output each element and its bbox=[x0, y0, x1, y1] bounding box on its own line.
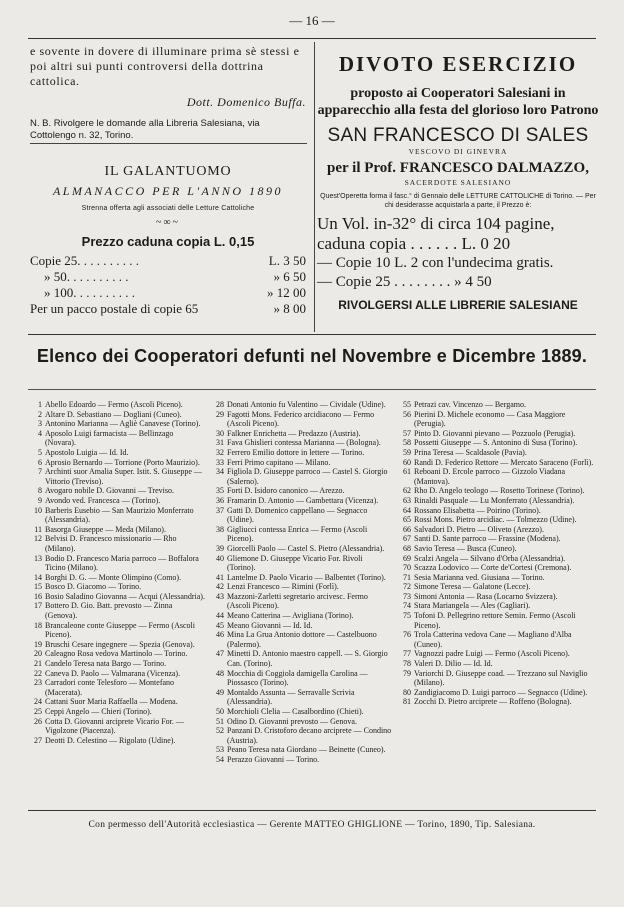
entry-text: Tofoni D. Pellegrino rettore Semin. Fermo (Ascoli Piceno). bbox=[414, 611, 576, 630]
obituary-entry bbox=[397, 486, 595, 496]
entry-text: Gatti D. Domenico cappellano — Segnacco (Udine). bbox=[227, 505, 368, 525]
entry-text: Lenzi Francesco — Rimini (Forlì). bbox=[227, 582, 339, 592]
entry-number: 3 bbox=[38, 419, 42, 429]
entry-number: 36 bbox=[216, 495, 224, 505]
entry-number: 9 bbox=[38, 495, 42, 505]
entry-text: Simone Teresa — Galatone (Lecce). bbox=[414, 582, 531, 592]
obituary-entry bbox=[210, 438, 392, 448]
entry-text: Sesia Marianna ved. Giusiana — Torino. bbox=[414, 572, 545, 582]
obituary-entry bbox=[397, 400, 595, 410]
entry-text: Bruschi Cesare ingegnere — Spezia (Genova). bbox=[45, 639, 195, 649]
divoto-note: Quest'Operetta forma il fasc.° di Gennaio delle LETTURE CATTOLICHE di Torino. — Per chi desiderasse acquistarla a parte, il Prezzo è: bbox=[320, 193, 596, 209]
entry-number: 47 bbox=[216, 649, 224, 659]
entry-text: Altare D. Sebastiano — Dogliani (Cuneo). bbox=[45, 409, 182, 419]
obituary-entry bbox=[397, 534, 595, 544]
entry-number: 44 bbox=[216, 611, 224, 621]
entry-text: Borghi D. G. — Monte Olimpino (Como). bbox=[45, 572, 182, 582]
obituary-entry bbox=[210, 429, 392, 439]
entry-text: Figliola D. Giuseppe parroco — Castel S. Giorgio (Salerno). bbox=[227, 467, 388, 486]
obituary-column-1 bbox=[28, 400, 205, 745]
obituary-entry bbox=[28, 448, 205, 458]
entry-text: Prina Teresa — Scaldasole (Pavia). bbox=[414, 447, 527, 457]
saint-role: VESCOVO DI GINEVRA bbox=[408, 147, 508, 156]
entry-number: 57 bbox=[403, 428, 411, 438]
obituary-entry bbox=[397, 688, 595, 698]
order-note: N. B. Rivolgere le domande alla Libreria Salesiana, via Cottolengo n. 32, Torino. bbox=[30, 118, 260, 141]
obituary-entry bbox=[397, 438, 595, 448]
price-row bbox=[30, 285, 306, 301]
list-title: Elenco dei Cooperatori defunti nel Novembre e Dicembre 1889. bbox=[36, 346, 588, 366]
entry-text: Rossano Elisabetta — Poirino (Torino). bbox=[414, 505, 541, 515]
entry-number: 22 bbox=[34, 668, 42, 678]
entry-number: 38 bbox=[216, 524, 224, 534]
obituary-entry bbox=[210, 592, 392, 611]
entry-text: Mocchia di Coggiola damigella Carolina — Piossasco (Torino). bbox=[227, 668, 368, 688]
obituary-entry bbox=[28, 419, 205, 429]
obituary-entry bbox=[28, 678, 205, 697]
entry-text: Giorcelli Paolo — Castel S. Pietro (Alessandria). bbox=[227, 543, 385, 553]
entry-number: 41 bbox=[216, 572, 224, 582]
obituary-entry bbox=[397, 554, 595, 564]
obituary-entry bbox=[397, 515, 595, 525]
obituary-entry bbox=[210, 707, 392, 717]
obituary-entry bbox=[210, 486, 392, 496]
obituary-entry bbox=[397, 592, 595, 602]
entry-number: 24 bbox=[34, 697, 42, 707]
obituary-entry bbox=[397, 630, 595, 649]
entry-number: 7 bbox=[38, 467, 42, 477]
entry-text: Savio Teresa — Busca (Cuneo). bbox=[414, 543, 517, 553]
entry-text: Bottero D. Gio. Batt. prevosto — Zinna (Genova). bbox=[45, 601, 173, 621]
obituary-entry bbox=[210, 506, 392, 525]
divoto-price-line: — Copie 10 L. 2 con l'undecima gratis. bbox=[317, 255, 554, 271]
entry-text: Minetti D. Antonio maestro cappell. — S. Giorgio Can. (Torino). bbox=[227, 649, 388, 669]
entry-number: 49 bbox=[216, 687, 224, 697]
entry-text: Mazzoni-Zarletti segretario arcivesc. Fermo (Ascoli Piceno). bbox=[227, 591, 368, 611]
entry-text: Aprosio Bernardo — Torrione (Porto Maurizio). bbox=[45, 457, 200, 467]
entry-text: Candelo Teresa nata Bargo — Torino. bbox=[45, 659, 167, 669]
entry-text: Mina La Grua Antonio dottore — Castelbuono (Palermo). bbox=[227, 630, 377, 649]
obituary-entry bbox=[28, 486, 205, 496]
obituary-entry bbox=[210, 467, 392, 486]
divoto-subtitle: proposto ai Cooperatori Salesiani in apparecchio alla festa del glorioso loro Patrono bbox=[317, 86, 599, 118]
obituary-column-3 bbox=[397, 400, 595, 707]
entry-number: 52 bbox=[216, 726, 224, 736]
obituary-entry bbox=[397, 544, 595, 554]
entry-text: Falkner Enrichetta — Predazzo (Austria). bbox=[227, 428, 361, 438]
obituary-entry bbox=[397, 458, 595, 468]
entry-text: Scalzi Angela — Silvano d'Orba (Alessandria). bbox=[414, 553, 566, 563]
obituary-entry bbox=[210, 669, 392, 688]
entry-text: Gigliucci contessa Enrica — Fermo (Ascoli Piceno). bbox=[227, 524, 368, 544]
author-name: per il Prof. FRANCESCO DALMAZZO, bbox=[327, 160, 589, 176]
obituary-entry bbox=[397, 525, 595, 535]
entry-number: 29 bbox=[216, 409, 224, 419]
divoto-footer: RIVOLGERSI ALLE LIBRERIE SALESIANE bbox=[338, 298, 578, 312]
entry-text: Variorchi D. Giuseppe coad. — Trezzano sul Naviglio (Milano). bbox=[414, 668, 588, 688]
entry-text: Belvisi D. Francesco missionario — Rho (Milano). bbox=[45, 534, 177, 553]
price-value: L. 3 50 bbox=[268, 253, 306, 268]
entry-text: Santi D. Sante parroco — Frassine (Modena). bbox=[414, 534, 561, 544]
obituary-entry bbox=[397, 697, 595, 707]
obituary-entry bbox=[28, 554, 205, 573]
entry-text: Antonino Marianna — Agliè Canavese (Torino). bbox=[45, 419, 201, 429]
obituary-entry bbox=[28, 601, 205, 620]
obituary-entry bbox=[28, 640, 205, 650]
obituary-entry bbox=[28, 458, 205, 468]
entry-number: 59 bbox=[403, 447, 411, 457]
entry-number: 33 bbox=[216, 457, 224, 467]
entry-text: Lantelme D. Paolo Vicario — Balbentet (Torino). bbox=[227, 572, 386, 582]
obituary-entry bbox=[397, 429, 595, 439]
entry-number: 31 bbox=[216, 438, 224, 448]
entry-number: 75 bbox=[403, 611, 411, 621]
price-label: » 100. . . . . . . . . . bbox=[44, 285, 135, 300]
entry-number: 23 bbox=[34, 678, 42, 688]
entry-number: 39 bbox=[216, 543, 224, 553]
entry-text: Avogaro nobile D. Giovanni — Treviso. bbox=[45, 486, 174, 496]
entry-number: 70 bbox=[403, 563, 411, 573]
entry-number: 30 bbox=[216, 428, 224, 438]
entry-number: 67 bbox=[403, 534, 411, 544]
saint-name: SAN FRANCESCO DI SALES bbox=[327, 125, 589, 146]
entry-number: 74 bbox=[403, 601, 411, 611]
galantuomo-subtitle: ALMANACCO PER L'ANNO 1890 bbox=[52, 184, 284, 198]
obituary-entry bbox=[28, 410, 205, 420]
entry-text: Zandigiacomo D. Luigi parroco — Segnacco (Udine). bbox=[414, 687, 588, 697]
entry-text: Donati Antonio fu Valentino — Cividale (Udine). bbox=[227, 400, 386, 409]
entry-number: 21 bbox=[34, 659, 42, 669]
entry-text: Basorga Giuseppe — Meda (Milano). bbox=[45, 524, 166, 534]
entry-number: 16 bbox=[34, 591, 42, 601]
entry-text: Possetti Giuseppe — S. Antonino di Susa (Torino). bbox=[414, 438, 578, 448]
entry-text: Morchioli Clelia — Casalbordino (Chieti). bbox=[227, 707, 364, 716]
entry-number: 11 bbox=[34, 524, 42, 534]
entry-text: Aposolo Luigi farmacista — Bellinzago (Novara). bbox=[45, 428, 174, 448]
entry-number: 12 bbox=[34, 534, 42, 544]
entry-number: 58 bbox=[403, 438, 411, 448]
entry-text: Carradori conte Telesforo — Montefano (Macerata). bbox=[45, 678, 175, 697]
entry-text: Panzani D. Cristoforo decano arciprete — Condino (Austria). bbox=[227, 726, 392, 745]
entry-text: Rho D. Angelo teologo — Rosetto Torinese (Torino). bbox=[414, 486, 585, 496]
price-label: Per un pacco postale di copie 65 bbox=[30, 301, 199, 316]
price-label: Copie 25. . . . . . . . . . bbox=[30, 253, 140, 268]
entry-text: Reboani D. Ercole parroco — Gizzolo Viadana (Mantova). bbox=[414, 467, 566, 486]
obituary-entry bbox=[210, 448, 392, 458]
entry-number: 43 bbox=[216, 591, 224, 601]
obituary-entry bbox=[397, 410, 595, 429]
entry-text: Deotti D. Celestino — Rigolato (Udine). bbox=[45, 735, 176, 745]
obituary-entry bbox=[397, 563, 595, 573]
obituary-entry bbox=[397, 669, 595, 688]
obituary-entry bbox=[210, 630, 392, 649]
obituary-entry bbox=[210, 688, 392, 707]
entry-text: Trola Catterina vedova Cane — Magliano d'Alba (Cuneo). bbox=[414, 630, 572, 649]
entry-number: 77 bbox=[403, 649, 411, 659]
obituary-entry bbox=[210, 554, 392, 573]
entry-number: 37 bbox=[216, 505, 224, 515]
entry-number: 56 bbox=[403, 409, 411, 419]
obituary-entry bbox=[210, 611, 392, 621]
obituary-entry bbox=[28, 582, 205, 592]
obituary-entry bbox=[28, 467, 205, 486]
obituary-entry bbox=[397, 506, 595, 516]
galantuomo-ad bbox=[30, 164, 306, 317]
price-heading: Prezzo caduna copia L. 0,15 bbox=[81, 234, 255, 249]
entry-text: Fava Ghislieri contessa Marianna — (Bologna). bbox=[227, 438, 381, 448]
entry-number: 79 bbox=[403, 668, 411, 678]
obituary-entry bbox=[210, 745, 392, 755]
entry-number: 80 bbox=[403, 687, 411, 697]
obituary-column-2 bbox=[210, 400, 392, 765]
divoto-price-line: — Copie 25 . . . . . . . . » 4 50 bbox=[317, 274, 492, 290]
author-role: SACERDOTE SALESIANO bbox=[404, 178, 512, 187]
entry-text: Bosco D. Giacomo — Torino. bbox=[45, 582, 142, 592]
obituary-entry bbox=[28, 429, 205, 448]
obituary-entry bbox=[397, 601, 595, 611]
obituary-entry bbox=[210, 400, 392, 410]
obituary-entry bbox=[397, 582, 595, 592]
entry-number: 27 bbox=[34, 735, 42, 745]
entry-text: Perazzo Giovanni — Torino. bbox=[227, 754, 320, 764]
entry-number: 34 bbox=[216, 467, 224, 477]
price-value: » 8 00 bbox=[273, 301, 306, 316]
entry-text: Vagnozzi padre Luigi — Fermo (Ascoli Piceno). bbox=[414, 649, 570, 659]
entry-number: 17 bbox=[34, 601, 42, 611]
entry-text: Cotta D. Giovanni arciprete Vicario For. — Vigolzone (Piacenza). bbox=[45, 716, 184, 736]
obituary-entry bbox=[210, 582, 392, 592]
divoto-ad bbox=[317, 52, 599, 312]
obituary-entry bbox=[28, 592, 205, 602]
entry-text: Pinto D. Giovanni pievano — Pozzuolo (Perugia). bbox=[414, 428, 576, 438]
obituary-entry bbox=[210, 410, 392, 429]
entry-number: 81 bbox=[403, 697, 411, 707]
entry-number: 15 bbox=[34, 582, 42, 592]
imprint-footer: Con permesso dell'Autorità ecclesiastica — Gerente MATTEO GHIGLIONE — Torino, 1890, Tip. Salesiana. bbox=[88, 820, 536, 830]
entry-number: 28 bbox=[216, 400, 224, 409]
divoto-price-line: Un Vol. in-32° di circa 104 pagine, caduna copia . . . . . . L. 0 20 bbox=[317, 214, 555, 253]
entry-text: Petrazi cav. Vincenzo — Bergamo. bbox=[414, 400, 526, 409]
entry-number: 14 bbox=[34, 572, 42, 582]
entry-number: 20 bbox=[34, 649, 42, 659]
obituary-entry bbox=[210, 525, 392, 544]
obituary-entry bbox=[28, 697, 205, 707]
entry-number: 54 bbox=[216, 754, 224, 764]
obituary-entry bbox=[210, 755, 392, 765]
entry-text: Abello Edoardo — Fermo (Ascoli Piceno). bbox=[45, 400, 183, 409]
entry-number: 25 bbox=[34, 707, 42, 716]
entry-text: Archinti suor Amalia Super. Istit. S. Giuseppe — Vittorio (Treviso). bbox=[45, 467, 202, 486]
entry-text: Bosio Saladino Giovanna — Acqui (Alessandria). bbox=[45, 591, 205, 601]
obituary-entry bbox=[210, 649, 392, 668]
entry-number: 69 bbox=[403, 553, 411, 563]
entry-text: Forti D. Isidoro canonico — Arezzo. bbox=[227, 486, 345, 496]
entry-text: Salvadori D. Pietro — Oliveto (Arezzo). bbox=[414, 524, 544, 534]
entry-text: Apostolo Luigia — Id. Id. bbox=[45, 447, 129, 457]
ornament: ~∞~ bbox=[156, 217, 180, 228]
obituary-entry bbox=[397, 649, 595, 659]
entry-number: 78 bbox=[403, 659, 411, 669]
obituary-entry bbox=[397, 611, 595, 630]
obituary-entry bbox=[28, 400, 205, 410]
entry-text: Framarin D. Antonio — Gambettara (Vicenza). bbox=[227, 495, 379, 505]
price-row bbox=[30, 253, 306, 269]
obituary-entry bbox=[28, 525, 205, 535]
entry-text: Zocchi D. Pietro arciprete — Roffeno (Bologna). bbox=[414, 697, 572, 707]
obituary-entry bbox=[28, 707, 205, 717]
left-divider bbox=[30, 143, 307, 144]
obituary-entry bbox=[210, 621, 392, 631]
entry-text: Barberis Eusebio — San Maurizio Monferrato (Alessandria). bbox=[45, 505, 194, 525]
price-row bbox=[30, 269, 306, 285]
title-rule bbox=[28, 389, 596, 390]
obituary-entry bbox=[28, 573, 205, 583]
entry-number: 6 bbox=[38, 457, 42, 467]
entry-text: Gliemone D. Giuseppe Vicario For. Rivoli (Torino). bbox=[227, 553, 363, 573]
entry-number: 40 bbox=[216, 553, 224, 563]
entry-number: 32 bbox=[216, 447, 224, 457]
obituary-entry bbox=[210, 496, 392, 506]
entry-number: 10 bbox=[34, 505, 42, 515]
price-label: » 50. . . . . . . . . . bbox=[44, 269, 129, 284]
entry-number: 26 bbox=[34, 716, 42, 726]
review-signature: Dott. Domenico Buffa. bbox=[186, 95, 306, 109]
price-list bbox=[30, 253, 306, 317]
entry-text: Stara Mariangela — Ales (Cagliari). bbox=[414, 601, 531, 611]
obituary-entry bbox=[210, 544, 392, 554]
entry-number: 5 bbox=[38, 447, 42, 457]
entry-text: Meano Giovanni — Id. Id. bbox=[227, 620, 313, 630]
obituary-entry bbox=[210, 573, 392, 583]
entry-number: 13 bbox=[34, 553, 42, 563]
entry-number: 61 bbox=[403, 467, 411, 477]
entry-text: Cattani Suor Maria Raffaella — Modena. bbox=[45, 697, 178, 707]
entry-text: Valeri D. Dilio — Id. Id. bbox=[414, 659, 493, 669]
entry-text: Avondo ved. Francesca — (Torino). bbox=[45, 495, 161, 505]
entry-text: Simoni Antonia — Rasa (Locarno Svizzera). bbox=[414, 591, 558, 601]
entry-text: Bodio D. Francesco Maria parroco — Boffalora Ticino (Milano). bbox=[45, 553, 199, 573]
obituary-entry bbox=[28, 649, 205, 659]
entry-number: 45 bbox=[216, 620, 224, 630]
entry-text: Randi D. Federico Rettore — Mercato Saraceno (Forlì). bbox=[414, 457, 594, 467]
entry-text: Montaldo Assunta — Serravalle Scrivia (Alessandria). bbox=[227, 687, 355, 707]
obituary-entry bbox=[397, 496, 595, 506]
entry-text: Pierini D. Michele economo — Casa Maggiore (Perugia). bbox=[414, 409, 566, 429]
review-text: e sovente in dovere di illuminare prima sè stessi e poi altri sui punti controversi della dottrina cattolica. bbox=[30, 44, 300, 88]
entry-number: 65 bbox=[403, 515, 411, 525]
review-continuation bbox=[30, 44, 306, 142]
entry-number: 1 bbox=[38, 400, 42, 409]
obituary-entry bbox=[28, 736, 205, 746]
entry-number: 8 bbox=[38, 486, 42, 496]
entry-text: Scazza Lodovico — Corte de'Cortesi (Cremona). bbox=[414, 563, 572, 573]
entry-number: 35 bbox=[216, 486, 224, 496]
obituary-entry bbox=[28, 621, 205, 640]
entry-number: 50 bbox=[216, 707, 224, 716]
entry-number: 48 bbox=[216, 668, 224, 678]
entry-number: 68 bbox=[403, 543, 411, 553]
entry-number: 19 bbox=[34, 639, 42, 649]
entry-number: 62 bbox=[403, 486, 411, 496]
obituary-entry bbox=[397, 573, 595, 583]
obituary-entry bbox=[28, 506, 205, 525]
entry-number: 55 bbox=[403, 400, 411, 409]
entry-number: 18 bbox=[34, 620, 42, 630]
page-number: — 16 — bbox=[289, 13, 335, 28]
obituary-entry bbox=[397, 448, 595, 458]
entry-number: 53 bbox=[216, 745, 224, 755]
galantuomo-title: IL GALANTUOMO bbox=[104, 164, 232, 179]
footer-rule bbox=[28, 810, 596, 811]
entry-number: 73 bbox=[403, 591, 411, 601]
obituary-entry bbox=[210, 717, 392, 727]
entry-text: Caneva D. Paolo — Valmarana (Vicenza). bbox=[45, 668, 181, 678]
section-rule bbox=[28, 334, 596, 335]
entry-number: 46 bbox=[216, 630, 224, 640]
galantuomo-strenna: Strenna offerta agli associati delle Letture Cattoliche bbox=[81, 205, 255, 212]
header-rule bbox=[28, 38, 596, 39]
entry-text: Odino D. Giovanni prevosto — Genova. bbox=[227, 716, 357, 726]
entry-number: 72 bbox=[403, 582, 411, 592]
entry-number: 63 bbox=[403, 495, 411, 505]
obituary-entry bbox=[28, 496, 205, 506]
column-divider bbox=[314, 42, 315, 332]
entry-text: Caleagno Rosa vedova Martinolo — Torino. bbox=[45, 649, 188, 659]
entry-text: Meano Catterina — Avigliana (Torino). bbox=[227, 611, 354, 621]
entry-text: Ceppi Angelo — Chieri (Torino). bbox=[45, 707, 152, 716]
obituary-entry bbox=[28, 534, 205, 553]
entry-text: Ferri Primo capitano — Milano. bbox=[227, 457, 331, 467]
entry-number: 66 bbox=[403, 524, 411, 534]
entry-number: 76 bbox=[403, 630, 411, 640]
price-row bbox=[30, 301, 306, 317]
entry-number: 60 bbox=[403, 457, 411, 467]
entry-number: 51 bbox=[216, 716, 224, 726]
entry-text: Ferrero Emilio dottore in lettere — Torino. bbox=[227, 447, 365, 457]
obituary-entry bbox=[210, 726, 392, 745]
entry-number: 71 bbox=[403, 572, 411, 582]
obituary-entry bbox=[397, 659, 595, 669]
entry-number: 42 bbox=[216, 582, 224, 592]
divoto-title: DIVOTO ESERCIZIO bbox=[338, 52, 578, 76]
entry-text: Fagotti Mons. Federico arcidiacono — Fermo (Ascoli Piceno). bbox=[227, 409, 375, 429]
price-value: » 6 50 bbox=[273, 269, 306, 284]
entry-text: Rossi Mons. Pietro arcidiac. — Tolmezzo (Udine). bbox=[414, 515, 577, 525]
entry-number: 2 bbox=[38, 409, 42, 419]
obituary-entry bbox=[28, 717, 205, 736]
obituary-entry bbox=[28, 659, 205, 669]
entry-text: Peano Teresa nata Giordano — Beinette (Cuneo). bbox=[227, 745, 386, 755]
entry-text: Brancaleone conte Giuseppe — Fermo (Ascoli Piceno). bbox=[45, 620, 195, 640]
obituary-entry bbox=[28, 669, 205, 679]
entry-text: Rinaldi Pasquale — Lu Monferrato (Alessandria). bbox=[414, 495, 575, 505]
entry-number: 64 bbox=[403, 505, 411, 515]
entry-number: 4 bbox=[38, 428, 42, 438]
obituary-entry bbox=[210, 458, 392, 468]
obituary-entry bbox=[397, 467, 595, 486]
price-value: » 12 00 bbox=[267, 285, 306, 300]
